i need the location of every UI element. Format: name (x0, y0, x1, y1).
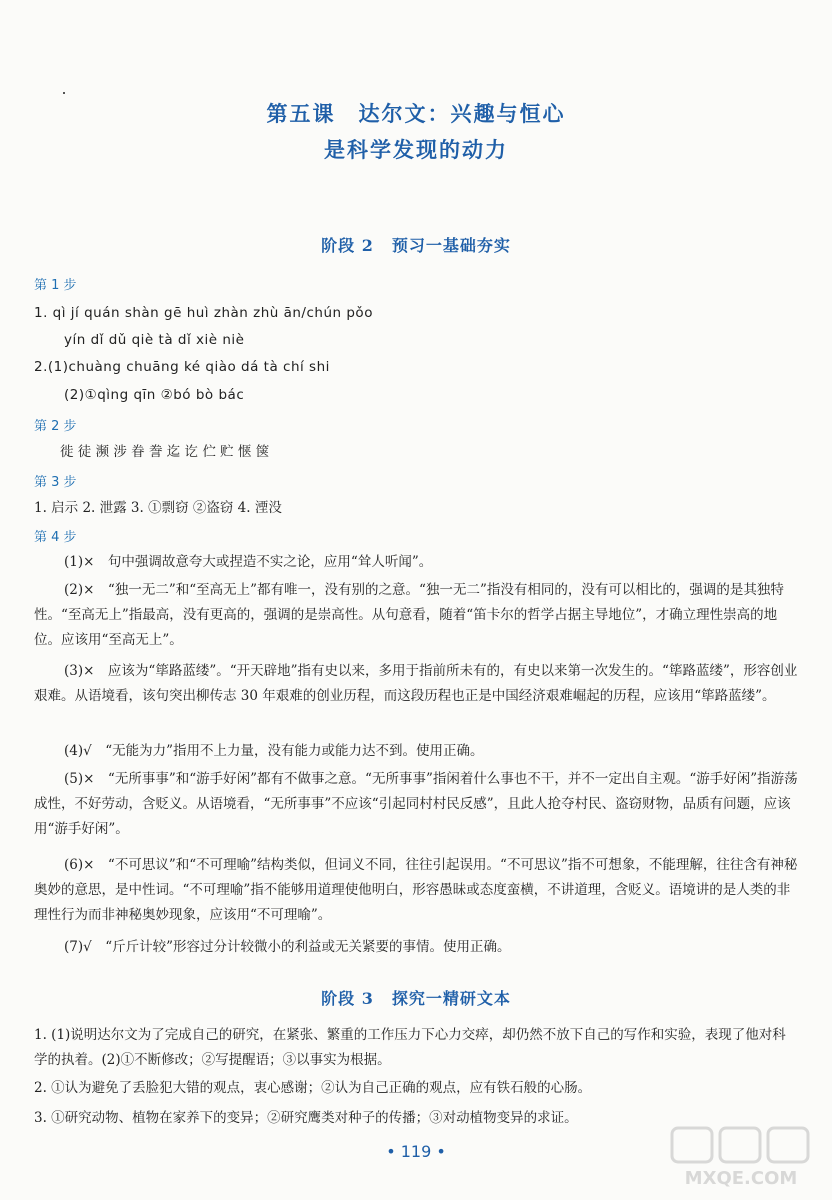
lesson-title-line1: 第五课 达尔文：兴趣与恒心 (266, 102, 566, 126)
watermark-logo (666, 1124, 816, 1190)
step4-item1: (1)× 句中强调故意夸大或捏造不实之论，应用“耸人听闻”。 (64, 554, 433, 570)
stage3-answer3: 3. ①研究动物、植物在家养下的变异；②研究鹰类对种子的传播；③对动植物变异的求证。 (34, 1110, 578, 1126)
step2-label: 第 2 步 (34, 419, 77, 434)
stage3-answer1: 1. (1)说明达尔文为了完成自己的研究，在紧张、繁重的工作压力下心力交瘁，却仍然不放下自己的写作和实验，表现了他对科学的执着。(2)①不断修改；②写提醒语；③以事实为根据。 (34, 1027, 786, 1068)
step1-label: 第 1 步 (34, 278, 77, 293)
stage3-heading-number: 阶段 3 (321, 989, 374, 1008)
lesson-title-line2: 是科学发现的动力 (324, 138, 508, 162)
step1-line1: 1. qì jí quán shàn gē huì zhàn zhù ān/chún pǒo (34, 305, 373, 321)
step4-label: 第 4 步 (34, 530, 77, 545)
scan-speck (63, 92, 65, 94)
stage3-heading (0, 986, 832, 1009)
step3-line: 1. 启示 2. 泄露 3. ①剽窃 ②盗窃 4. 湮没 (34, 500, 282, 516)
step1-line2: yín dǐ dǔ qiè tà dǐ xiè niè (64, 332, 245, 348)
stage2-heading-text: 预习一基础夯实 (391, 236, 511, 255)
watermark-text: MXQE.COM (684, 1168, 798, 1189)
stage2-heading (0, 233, 832, 256)
step3-label: 第 3 步 (34, 475, 77, 490)
step4-item2: (2)× “独一无二”和“至高无上”都有唯一，没有别的之意。“独一无二”指没有相同的，没有可以相比的，强调的是其独特性。“至高无上”指最高，没有更高的，强调的是崇高性。从句意看，随着“笛卡尔的哲学占据主导地位”，才确立理性崇高的地位。应该用“至高无上”。 (34, 582, 784, 648)
step4-item3: (3)× 应该为“筚路蓝缕”。“开天辟地”指有史以来，多用于指前所未有的，有史以来第一次发生的。“筚路蓝缕”，形容创业艰难。从语境看，该句突出柳传志 30 年艰难的创业历程，而这段历程也正是中国经济艰难崛起的历程，应该用“筚路蓝缕”。 (34, 663, 798, 704)
page-number: • 119 • (386, 1142, 446, 1161)
step1-line3: 2.(1)chuàng chuāng ké qiào dá tà chí shi (34, 359, 330, 375)
step4-item6: (6)× “不可思议”和“不可理喻”结构类似，但词义不同，往往引起误用。“不可思议”指不可想象，不能理解，往往含有神秘奥妙的意思，是中性词。“不可理喻”指不能够用道理使他明白，形容愚昧或态度蛮横，不讲道理，含贬义。语境讲的是人类的非理性行为而非神秘奥妙现象，应该用“不可理喻”。 (34, 857, 798, 923)
step4-item4: (4)√ “无能为力”指用不上力量，没有能力或能力达不到。使用正确。 (64, 743, 484, 759)
step2-line: 徙 徒 濒 涉 眷 誊 迄 讫 伫 贮 惬 箧 (60, 444, 270, 460)
stage3-answer2: 2. ①认为避免了丢脸犯大错的观点，衷心感谢；②认为自己正确的观点，应有铁石般的心肠。 (34, 1080, 592, 1096)
stage3-heading-text: 探究一精研文本 (391, 989, 511, 1008)
step4-item5: (5)× “无所事事”和“游手好闲”都有不做事之意。“无所事事”指闲着什么事也不干，并不一定出自主观。“游手好闲”指游荡成性，不好劳动，含贬义。从语境看，“无所事事”不应该“引起同村村民反感”，且此人抢夺村民、盗窃财物，品质有问题，应该用“游手好闲”。 (34, 771, 798, 837)
step1-line4: (2)①qìng qīn ②bó bò bác (64, 387, 245, 403)
step4-item7: (7)√ “斤斤计较”形容过分计较微小的利益或无关紧要的事情。使用正确。 (64, 939, 511, 955)
stage2-heading-number: 阶段 2 (321, 236, 374, 255)
